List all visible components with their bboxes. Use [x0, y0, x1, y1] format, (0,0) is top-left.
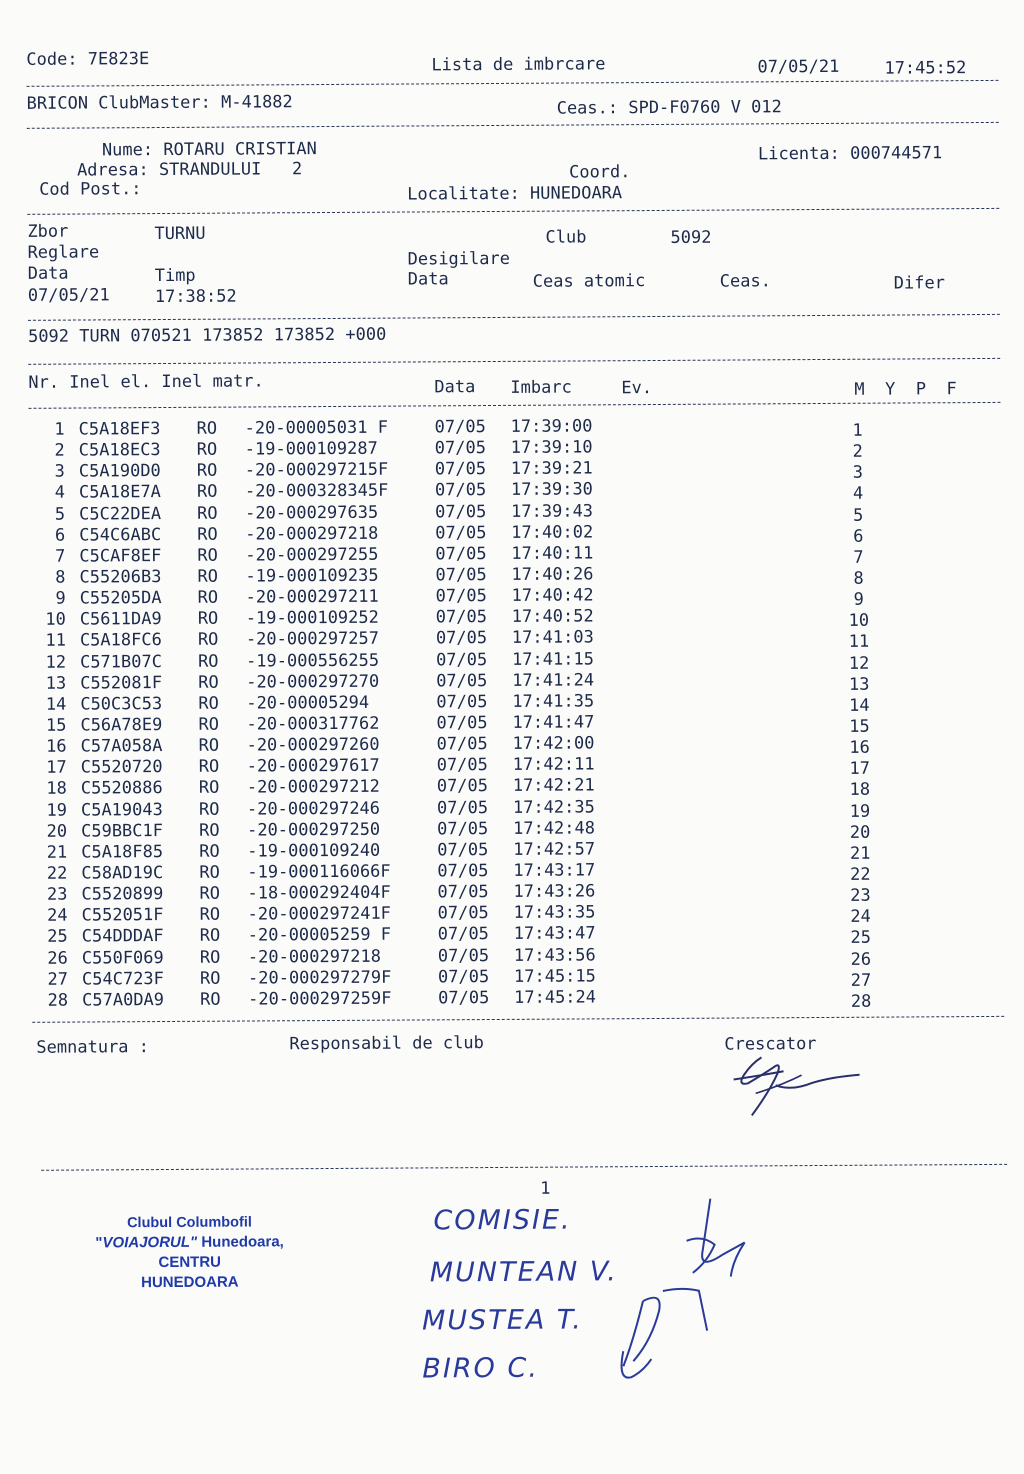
registration-ring: -20-000297215F	[244, 459, 389, 481]
m-index: 2	[852, 441, 863, 462]
handwriting-muntean: MUNTEAN V.	[429, 1256, 618, 1289]
divider	[27, 208, 999, 215]
m-index: 20	[849, 822, 871, 843]
divider	[41, 1164, 1007, 1171]
m-index: 8	[853, 568, 864, 589]
basket-date: 07/05	[436, 755, 488, 776]
stamp-line3: CENTRU	[158, 1253, 222, 1272]
header-data: Data	[434, 377, 476, 398]
basket-time: 17:41:47	[512, 712, 595, 733]
zbor-label: Zbor	[27, 221, 69, 242]
basket-time: 17:40:52	[511, 606, 594, 628]
country-code: RO	[196, 482, 218, 503]
divider	[28, 402, 1000, 409]
country-code: RO	[199, 883, 221, 904]
registration-ring: -20-00005294	[246, 692, 370, 714]
basket-time: 17:42:21	[512, 775, 595, 797]
country-code: RO	[199, 947, 221, 968]
basket-time: 17:39:10	[510, 437, 593, 459]
stamp-line1: Clubul Columbofil	[127, 1214, 252, 1232]
registration-ring: -20-000297270	[246, 671, 380, 693]
country-code: RO	[197, 524, 218, 545]
header-ev: Ev.	[621, 378, 653, 399]
divider	[27, 80, 999, 87]
row-number: 13	[45, 673, 67, 694]
country-code: RO	[199, 862, 220, 883]
registration-ring: -20-000297211	[245, 586, 379, 608]
country-code: RO	[198, 672, 219, 693]
owner-name: Nume: ROTARU CRISTIAN	[101, 139, 317, 161]
electronic-ring: C5A190D0	[78, 461, 161, 482]
row-number: 24	[47, 905, 68, 926]
row-number: 23	[46, 884, 68, 905]
doc-code: Code: 7E823E	[26, 49, 150, 70]
row-number: 7	[55, 546, 66, 567]
m-index: 27	[850, 970, 872, 991]
owner-locality: Localitate: HUNEDOARA	[407, 183, 623, 205]
electronic-ring: C55205DA	[79, 588, 162, 609]
country-code: RO	[196, 418, 218, 439]
country-code: RO	[200, 989, 221, 1010]
country-code: RO	[196, 439, 218, 460]
basket-date: 07/05	[435, 586, 487, 607]
desigilare-label: Desigilare	[407, 248, 511, 270]
page-number: 1	[540, 1178, 551, 1199]
registration-ring: -20-000317762	[246, 713, 380, 735]
row-number: 26	[47, 948, 68, 969]
registration-ring: -20-000297218	[245, 523, 379, 545]
electronic-ring: C5CAF8EF	[79, 545, 162, 567]
basket-time: 17:41:24	[512, 670, 595, 691]
m-index: 11	[848, 632, 870, 653]
crescator-label: Crescator	[724, 1034, 817, 1055]
m-index: 26	[850, 949, 872, 970]
electronic-ring: C58AD19C	[81, 862, 164, 884]
m-index: 13	[848, 674, 870, 695]
basket-date: 07/05	[434, 459, 487, 480]
row-number: 6	[54, 525, 66, 546]
row-number: 20	[46, 821, 68, 842]
basket-date: 07/05	[437, 839, 489, 861]
stamp-line2: "VOIAJORUL" Hunedoara,	[95, 1233, 284, 1252]
registration-ring: -20-000297260	[246, 734, 380, 756]
basket-time: 17:41:15	[511, 648, 594, 670]
basket-time: 17:43:35	[513, 902, 596, 924]
club-value: 5092	[670, 227, 712, 248]
row-number: 19	[46, 800, 68, 821]
basket-date: 07/05	[435, 501, 487, 522]
basket-date: 07/05	[435, 628, 488, 649]
row-number: 12	[45, 652, 67, 673]
owner-address: Adresa: STRANDULUI 2	[76, 159, 303, 181]
basket-time: 17:40:26	[511, 564, 594, 585]
owner-license: Licenta: 000744571	[757, 143, 943, 165]
commission-signatures	[602, 1190, 763, 1391]
basket-time: 17:40:11	[511, 543, 594, 564]
flight-date: 07/05/21	[27, 285, 110, 306]
electronic-ring: C552051F	[81, 905, 164, 926]
basket-date: 07/05	[436, 670, 488, 692]
row-number: 22	[46, 863, 68, 884]
basket-date: 07/05	[436, 691, 488, 713]
country-code: RO	[197, 566, 219, 587]
m-index: 22	[850, 864, 871, 885]
electronic-ring: C571B07C	[79, 651, 162, 673]
m-index: 21	[849, 843, 871, 864]
header-nr-inel: Nr. Inel el. Inel matr.	[28, 371, 264, 393]
zbor-value: TURNU	[154, 223, 206, 245]
electronic-ring: C5611DA9	[79, 609, 162, 630]
basket-date: 07/05	[435, 543, 487, 565]
row-number: 14	[45, 694, 67, 715]
m-index: 7	[853, 547, 864, 568]
data2-label: Data	[407, 269, 449, 290]
country-code: RO	[199, 820, 220, 841]
registration-ring: -18-000292404F	[247, 882, 391, 904]
basket-date: 07/05	[437, 860, 489, 882]
basket-date: 07/05	[436, 713, 488, 734]
electronic-ring: C57A0DA9	[82, 989, 165, 1011]
owner-coord: Coord.	[569, 162, 631, 183]
row-number: 28	[47, 990, 69, 1011]
basket-time: 17:45:15	[513, 966, 596, 987]
registration-ring: -20-000297246	[246, 798, 381, 820]
country-code: RO	[199, 926, 221, 947]
row-number: 11	[45, 631, 66, 652]
m-index: 9	[853, 589, 864, 610]
basket-time: 17:40:42	[511, 585, 594, 607]
country-code: RO	[199, 841, 220, 862]
registration-ring: -20-000297259F	[248, 988, 392, 1010]
electronic-ring: C550F069	[81, 947, 164, 969]
country-code: RO	[196, 460, 218, 482]
registration-ring: -20-00005031 F	[244, 417, 388, 439]
m-index: 5	[852, 505, 864, 526]
row-number: 3	[54, 461, 65, 482]
owner-postal: Cod Post.:	[39, 179, 142, 200]
m-index: 10	[848, 610, 870, 632]
registration-ring: -20-000328345F	[244, 481, 389, 502]
basket-time: 17:43:56	[513, 944, 596, 966]
basket-time: 17:43:17	[513, 860, 596, 881]
basket-date: 07/05	[435, 522, 487, 544]
basket-date: 07/05	[436, 797, 489, 818]
electronic-ring: C5A18F85	[81, 841, 164, 863]
electronic-ring: C5520886	[80, 778, 163, 799]
m-index: 24	[850, 906, 871, 928]
m-index: 18	[849, 780, 871, 801]
registration-ring: -19-000109235	[245, 565, 379, 587]
m-index: 23	[850, 885, 871, 906]
basket-time: 17:39:30	[510, 479, 593, 501]
club-stamp	[69, 1212, 309, 1293]
basket-date: 07/05	[436, 734, 488, 755]
m-index: 25	[850, 928, 872, 949]
club-label: Club	[545, 227, 587, 248]
registration-ring: -20-000297250	[247, 819, 381, 841]
electronic-ring: C5520720	[80, 757, 163, 778]
basket-time: 17:42:00	[512, 733, 595, 754]
row-number: 10	[45, 609, 66, 631]
basket-date: 07/05	[437, 945, 490, 966]
registration-ring: -20-000297212	[246, 777, 380, 798]
m-index: 16	[849, 737, 870, 758]
basket-date: 07/05	[437, 818, 489, 840]
basket-time: 17:45:24	[514, 987, 597, 1008]
row-number: 9	[55, 588, 66, 609]
doc-title: Lista de imbrcare	[431, 54, 606, 76]
basket-date: 07/05	[435, 649, 488, 670]
row-number: 25	[47, 926, 68, 948]
divider	[28, 358, 1000, 365]
basket-date: 07/05	[434, 417, 486, 438]
row-number: 16	[46, 736, 67, 757]
electronic-ring: C5A18E7A	[78, 482, 161, 503]
row-number: 15	[45, 715, 67, 736]
divider	[28, 314, 1000, 321]
data-label: Data	[27, 263, 69, 284]
country-code: RO	[197, 503, 218, 524]
m-index: 28	[850, 991, 872, 1012]
registration-ring: -19-000109240	[247, 840, 381, 862]
electronic-ring: C5A18EC3	[78, 440, 161, 461]
registration-ring: -19-000109252	[245, 607, 379, 629]
basket-date: 07/05	[438, 987, 490, 1009]
country-code: RO	[198, 778, 220, 799]
country-code: RO	[197, 651, 219, 672]
registration-ring: -20-000297218	[247, 946, 381, 968]
crescator-signature	[721, 1045, 871, 1121]
handwriting-comisie: COMISIE.	[433, 1204, 572, 1237]
registration-ring: -19-000556255	[245, 650, 380, 672]
basket-time: 17:41:03	[511, 627, 594, 649]
m-index: 14	[849, 695, 870, 716]
divider	[27, 122, 999, 129]
electronic-ring: C5A18EF3	[78, 419, 161, 440]
m-index: 15	[849, 716, 870, 737]
country-code: RO	[198, 714, 219, 735]
atomic-label: Ceas atomic	[532, 271, 646, 292]
basket-time: 17:42:11	[512, 754, 595, 776]
electronic-ring: C57A058A	[80, 736, 163, 757]
country-code: RO	[199, 904, 221, 926]
basket-time: 17:42:35	[512, 796, 595, 818]
electronic-ring: C54C723F	[81, 968, 164, 990]
basket-date: 07/05	[437, 924, 489, 945]
electronic-ring: C5A18FC6	[79, 630, 162, 651]
registration-ring: -20-000297257	[245, 629, 380, 650]
reglare-label: Reglare	[27, 242, 100, 263]
handwriting-biro: BIRO C.	[422, 1352, 539, 1385]
electronic-ring: C55206B3	[79, 567, 162, 588]
row-number: 21	[46, 842, 68, 863]
semnatura-label: Semnatura :	[36, 1037, 150, 1058]
basket-time: 17:42:57	[513, 839, 596, 860]
basket-date: 07/05	[437, 903, 489, 924]
country-code: RO	[198, 693, 219, 714]
basket-date: 07/05	[436, 776, 489, 797]
doc-time: 17:45:52	[884, 58, 967, 79]
registration-ring: -19-000109287	[244, 438, 378, 460]
electronic-ring: C59BBC1F	[81, 820, 164, 842]
country-code: RO	[198, 799, 220, 820]
basket-date: 07/05	[434, 480, 487, 501]
flight-summary: 5092 TURN 070521 173852 173852 +000	[27, 324, 387, 347]
basket-time: 17:43:26	[513, 881, 596, 902]
timp-label: Timp	[154, 265, 196, 287]
electronic-ring: C5C22DEA	[79, 503, 162, 525]
m-index: 12	[848, 653, 870, 674]
electronic-ring: C54C6ABC	[79, 524, 162, 546]
basket-time: 17:42:48	[513, 818, 596, 839]
electronic-ring: C56A78E9	[80, 714, 163, 736]
m-index: 1	[852, 420, 863, 441]
row-number: 1	[54, 419, 65, 440]
basket-time: 17:40:02	[511, 522, 594, 543]
basket-date: 07/05	[435, 565, 487, 586]
responsabil-label: Responsabil de club	[289, 1033, 484, 1055]
header-imbarc: Imbarc	[510, 377, 572, 398]
row-number: 8	[55, 567, 66, 588]
row-number: 18	[46, 778, 67, 800]
basket-time: 17:39:00	[510, 416, 593, 437]
basket-time: 17:39:21	[510, 458, 593, 480]
registration-ring: -20-000297255	[245, 544, 379, 566]
system-info: BRICON ClubMaster: M-41882	[26, 92, 293, 114]
m-index: 17	[849, 758, 871, 780]
difer-label: Difer	[893, 273, 945, 294]
country-code: RO	[198, 735, 220, 756]
m-index: 3	[852, 463, 864, 484]
divider	[32, 1016, 1004, 1023]
header-mypf: M Y P F	[854, 379, 957, 400]
registration-ring: -20-000297279F	[247, 967, 392, 989]
row-number: 4	[54, 483, 66, 504]
registration-ring: -20-00005259 F	[247, 925, 392, 946]
ceas-label: Ceas.	[719, 271, 771, 292]
row-number: 17	[46, 757, 67, 778]
m-index: 4	[852, 484, 864, 505]
row-number: 27	[47, 969, 69, 990]
basket-date: 07/05	[434, 438, 486, 459]
electronic-ring: C5520899	[81, 884, 164, 905]
clock-info: Ceas.: SPD-F0760 V 012	[556, 97, 782, 119]
country-code: RO	[197, 630, 219, 651]
basket-date: 07/05	[435, 607, 488, 628]
doc-date: 07/05/21	[757, 56, 840, 78]
basket-time: 17:41:35	[512, 691, 595, 712]
electronic-ring: C552081F	[80, 672, 163, 694]
basket-date: 07/05	[437, 882, 489, 903]
country-code: RO	[198, 756, 220, 778]
registration-ring: -20-000297241F	[247, 903, 391, 925]
row-number: 5	[54, 504, 66, 525]
basket-time: 17:43:47	[513, 923, 596, 945]
country-code: RO	[197, 545, 218, 566]
electronic-ring: C54DDDAF	[81, 926, 164, 947]
row-number: 2	[54, 440, 65, 461]
registration-ring: -20-000297617	[246, 755, 380, 777]
electronic-ring: C50C3C53	[80, 693, 163, 715]
country-code: RO	[197, 587, 219, 608]
m-index: 19	[849, 801, 871, 822]
country-code: RO	[199, 968, 221, 989]
basketing-table	[31, 416, 872, 1012]
basket-time: 17:39:43	[511, 500, 594, 522]
stamp-line4: HUNEDOARA	[141, 1273, 239, 1292]
flight-time: 17:38:52	[154, 286, 237, 308]
m-index: 6	[853, 526, 864, 547]
registration-ring: -20-000297635	[245, 502, 379, 524]
country-code: RO	[197, 608, 219, 630]
registration-ring: -19-000116066F	[247, 861, 391, 883]
electronic-ring: C5A19043	[80, 799, 163, 821]
basket-date: 07/05	[437, 966, 490, 987]
handwriting-mustea: MUSTEA T.	[421, 1304, 583, 1337]
